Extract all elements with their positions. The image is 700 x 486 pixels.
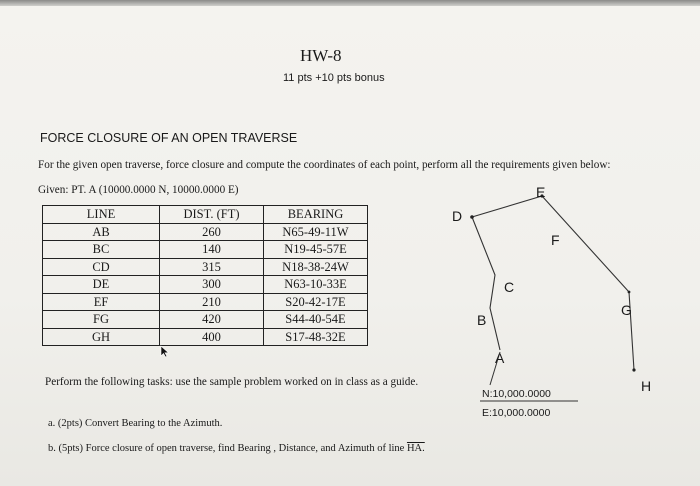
page-title: HW-8 xyxy=(300,46,342,65)
point-label-d: D xyxy=(452,208,463,224)
cell-distance: 140 xyxy=(160,241,264,259)
point-label-b: B xyxy=(477,312,487,328)
task-b-text: b. (5pts) Force closure of open traverse, find Bearing , Distance, and Azimuth of line xyxy=(48,443,407,454)
point-label-h: H xyxy=(641,378,652,394)
traverse-table xyxy=(42,205,368,346)
problem-intro: For the given open traverse, force closure and compute the coordinates of each point, perform all the requirements given below: xyxy=(38,159,611,171)
cell-distance: 260 xyxy=(160,223,264,241)
cell-distance: 210 xyxy=(160,293,264,311)
cell-distance: 315 xyxy=(160,258,264,276)
traverse-path-defgh xyxy=(472,196,634,370)
table-row xyxy=(43,223,368,241)
point-label-f: F xyxy=(551,232,560,248)
cell-line: GH xyxy=(43,328,160,346)
traverse-path-dcba xyxy=(472,217,500,350)
point-label-a: A xyxy=(495,350,505,366)
header-distance: DIST. (FT) xyxy=(160,206,264,224)
table-row xyxy=(43,276,368,294)
cell-bearing: S44-40-54E xyxy=(264,311,368,329)
table-row xyxy=(43,241,368,259)
points-subtitle: 11 pts +10 pts bonus xyxy=(283,72,385,84)
point-d-dot xyxy=(470,215,474,219)
cell-bearing: S20-42-17E xyxy=(264,293,368,311)
cell-distance: 300 xyxy=(160,276,264,294)
point-g-dot xyxy=(628,291,631,294)
mouse-pointer-icon xyxy=(160,345,170,358)
cell-line: EF xyxy=(43,293,160,311)
cell-line: FG xyxy=(43,311,160,329)
easting-label: E:10,000.0000 xyxy=(482,407,551,419)
cell-line: CD xyxy=(43,258,160,276)
table-row xyxy=(43,258,368,276)
cell-bearing: N65-49-11W xyxy=(264,223,368,241)
point-label-g: G xyxy=(621,302,632,318)
header-line: LINE xyxy=(43,206,160,224)
cell-line: DE xyxy=(43,276,160,294)
point-label-e: E xyxy=(536,184,546,200)
tasks-intro: Perform the following tasks: use the sample problem worked on in class as a guide. xyxy=(45,376,419,388)
point-h-dot xyxy=(632,368,635,371)
header-bearing: BEARING xyxy=(264,206,368,224)
point-label-c: C xyxy=(504,279,515,295)
cell-distance: 400 xyxy=(160,328,264,346)
cell-bearing: N18-38-24W xyxy=(264,258,368,276)
table-row xyxy=(43,328,368,346)
cell-bearing: S17-48-32E xyxy=(264,328,368,346)
task-a: a. (2pts) Convert Bearing to the Azimuth. xyxy=(48,418,223,429)
table-row xyxy=(43,293,368,311)
section-heading: FORCE CLOSURE OF AN OPEN TRAVERSE xyxy=(40,131,298,145)
cell-distance: 420 xyxy=(160,311,264,329)
task-b xyxy=(48,443,425,454)
northing-label: N:10,000.0000 xyxy=(482,388,551,400)
cell-line: BC xyxy=(43,241,160,259)
table-row xyxy=(43,311,368,329)
cell-bearing: N63-10-33E xyxy=(264,276,368,294)
line-ha-label: HA. xyxy=(406,443,425,454)
cell-bearing: N19-45-57E xyxy=(264,241,368,259)
cell-line: AB xyxy=(43,223,160,241)
traverse-diagram xyxy=(440,180,700,430)
table-header-row xyxy=(43,206,368,224)
given-point: Given: PT. A (10000.0000 N, 10000.0000 E) xyxy=(38,184,239,196)
traverse-lines xyxy=(440,180,700,430)
